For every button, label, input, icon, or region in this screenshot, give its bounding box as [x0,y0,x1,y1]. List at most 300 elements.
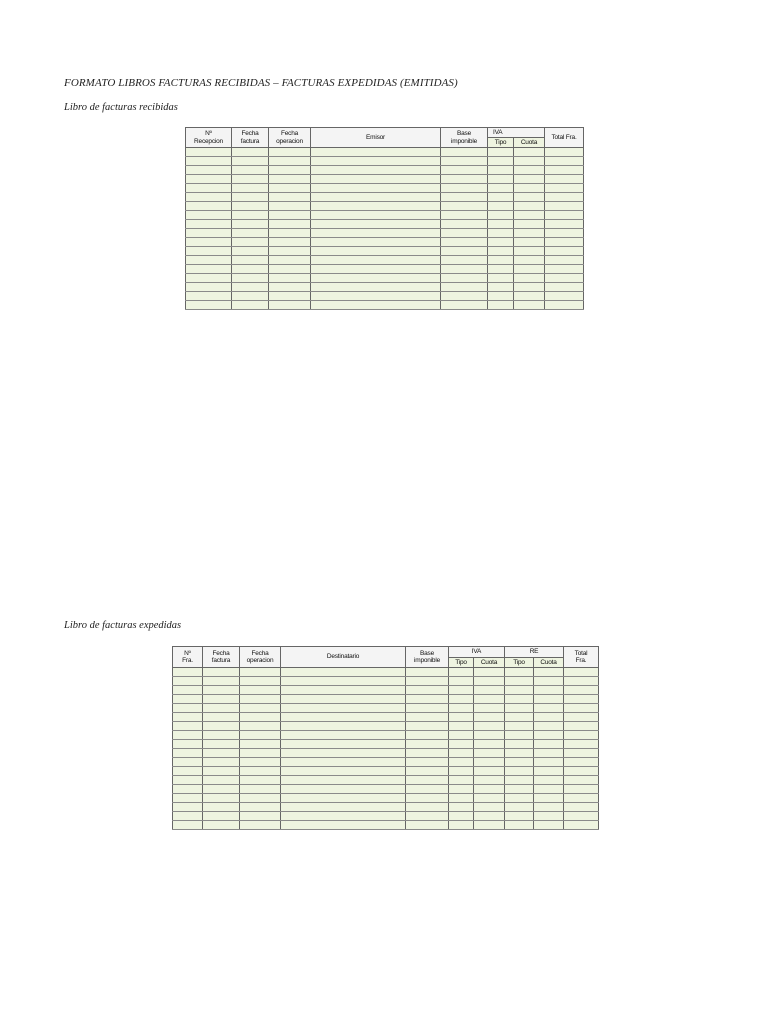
table-cell [534,731,564,740]
header-re-tipo: Tipo [505,658,534,668]
table-cell [406,677,449,686]
table-cell [488,283,514,292]
table-cell [240,677,281,686]
table-row [186,211,584,220]
table-cell [449,821,474,830]
table-cell [232,283,269,292]
document-title: FORMATO LIBROS FACTURAS RECIBIDAS – FACTURAS EXPEDIDAS (EMITIDAS) [64,77,458,89]
table-cell [505,686,534,695]
table-cell [406,731,449,740]
table-cell [449,740,474,749]
table-cell [232,184,269,193]
table-cell [311,193,441,202]
table-cell [441,292,488,301]
table-cell [281,668,406,677]
table-cell [534,803,564,812]
table-cell [186,220,232,229]
table-cell [449,668,474,677]
table-cell [488,256,514,265]
table-cell [534,704,564,713]
table-cell [311,184,441,193]
table-cell [173,713,203,722]
table-cell [564,704,599,713]
table-cell [311,220,441,229]
table-cell [240,812,281,821]
table-cell [203,803,240,812]
table-cell [311,247,441,256]
table-cell [449,704,474,713]
table-cell [173,668,203,677]
table-cell [534,686,564,695]
table-cell [406,668,449,677]
table-cell [269,157,311,166]
table-cell [186,175,232,184]
header-iva-tipo: Tipo [449,658,474,668]
table-row [173,812,599,821]
table-cell [203,749,240,758]
table-row [186,229,584,238]
table-cell [269,193,311,202]
table-cell [406,713,449,722]
table-cell [406,821,449,830]
table-cell [441,274,488,283]
table-cell [203,776,240,785]
table-cell [449,794,474,803]
table-row [186,283,584,292]
table-row [186,157,584,166]
table-cell [232,202,269,211]
table-cell [534,812,564,821]
table-cell [514,292,545,301]
table-cell [505,749,534,758]
table-cell [203,731,240,740]
table-cell [449,812,474,821]
table-cell [545,256,584,265]
table-cell [186,301,232,310]
table-row [173,704,599,713]
table-cell [441,283,488,292]
table-cell [232,238,269,247]
table-row [173,686,599,695]
table-cell [203,695,240,704]
table-cell [186,166,232,175]
table-cell [406,704,449,713]
table-cell [449,803,474,812]
table-cell [232,274,269,283]
table-cell [474,677,505,686]
table-cell [406,722,449,731]
table-cell [311,238,441,247]
table-cell [281,812,406,821]
table-cell [406,749,449,758]
table-cell [564,677,599,686]
table-row [186,265,584,274]
table-cell [406,767,449,776]
table-cell [564,785,599,794]
table-cell [564,758,599,767]
table-row [173,767,599,776]
table-cell [232,292,269,301]
table-cell [488,220,514,229]
table-cell [564,731,599,740]
table-cell [240,785,281,794]
table-cell [173,704,203,713]
table-cell [203,767,240,776]
table-cell [186,157,232,166]
table-cell [545,175,584,184]
table-row [186,220,584,229]
table-cell [564,740,599,749]
table-cell [488,157,514,166]
table-cell [269,184,311,193]
table-cell [173,785,203,794]
table-cell [514,238,545,247]
table-cell [269,148,311,157]
table-cell [281,794,406,803]
table-cell [488,175,514,184]
table-cell [173,677,203,686]
table-cell [240,758,281,767]
table-cell [474,704,505,713]
table-cell [564,776,599,785]
table-cell [505,794,534,803]
header-base-imponible: Base imponible [441,128,488,148]
table-cell [474,758,505,767]
table-row [173,713,599,722]
table-row [186,148,584,157]
table-cell [474,812,505,821]
table-cell [488,238,514,247]
table-cell [281,731,406,740]
table-row [186,175,584,184]
table-cell [488,202,514,211]
table-cell [545,292,584,301]
table-cell [514,301,545,310]
table-cell [474,695,505,704]
table-cell [232,166,269,175]
table-cell [240,794,281,803]
header-re-cuota: Cuota [534,658,564,668]
table-cell [269,265,311,274]
table-cell [311,256,441,265]
table-cell [269,175,311,184]
table-cell [232,256,269,265]
table-cell [488,211,514,220]
table-cell [311,157,441,166]
table-cell [488,301,514,310]
table-cell [534,794,564,803]
table-cell [488,184,514,193]
header-num-recepcion: Nº Recepcion [186,128,232,148]
table-cell [203,668,240,677]
table-cell [311,292,441,301]
table-cell [534,749,564,758]
table-cell [514,265,545,274]
table-cell [173,686,203,695]
table-cell [232,301,269,310]
table-cell [564,695,599,704]
header-fecha-operacion: Fecha operacion [240,647,281,668]
table-cell [505,803,534,812]
table-cell [203,785,240,794]
table-cell [505,713,534,722]
table-cell [488,265,514,274]
table-cell [173,821,203,830]
table-cell [311,202,441,211]
table-cell [564,794,599,803]
table-row [186,256,584,265]
table-cell [545,166,584,175]
table-cell [564,668,599,677]
table-cell [232,265,269,274]
table-cell [441,184,488,193]
table-cell [514,256,545,265]
header-fecha-factura: Fecha factura [232,128,269,148]
table-cell [232,211,269,220]
table-cell [564,812,599,821]
table-row [186,301,584,310]
table-cell [269,229,311,238]
table-cell [545,157,584,166]
header-num-fra: Nº Fra. [173,647,203,668]
table-cell [474,803,505,812]
header-fecha-factura: Fecha factura [203,647,240,668]
table-row [173,821,599,830]
table-cell [488,148,514,157]
table-cell [311,274,441,283]
table-cell [505,767,534,776]
table-row [186,193,584,202]
table-cell [173,767,203,776]
table-cell [173,758,203,767]
table-cell [406,785,449,794]
table-cell [203,812,240,821]
table-cell [505,677,534,686]
table-cell [441,220,488,229]
table-row [186,202,584,211]
table-cell [505,821,534,830]
table-cell [545,274,584,283]
table-cell [505,776,534,785]
table-cell [281,722,406,731]
table-cell [505,758,534,767]
table-cell [173,722,203,731]
table-cell [514,148,545,157]
table-cell [545,238,584,247]
table-cell [269,247,311,256]
table-cell [545,283,584,292]
table-cell [449,785,474,794]
table-cell [514,193,545,202]
table-cell [186,274,232,283]
table-cell [186,229,232,238]
header-emisor: Emisor [311,128,441,148]
table-row [173,776,599,785]
table-row [173,695,599,704]
header-base-imponible: Base imponible [406,647,449,668]
header-total-fra: Total Fra. [564,647,599,668]
table-cell [474,713,505,722]
table-row [186,166,584,175]
header-fecha-operacion: Fecha operacion [269,128,311,148]
table-cell [534,776,564,785]
table-cell [269,220,311,229]
table-cell [173,740,203,749]
table-cell [449,722,474,731]
header-total-fra: Total Fra. [545,128,584,148]
table-cell [186,247,232,256]
table-cell [505,731,534,740]
table-cell [240,776,281,785]
table-cell [514,157,545,166]
table-cell [281,686,406,695]
table-cell [186,256,232,265]
table-cell [474,776,505,785]
table-cell [534,785,564,794]
table-cell [534,740,564,749]
table-cell [240,668,281,677]
table-cell [186,148,232,157]
table-row [186,184,584,193]
table-cell [441,175,488,184]
table-cell [514,247,545,256]
table-cell [269,274,311,283]
table-cell [441,193,488,202]
table-cell [173,731,203,740]
table-cell [406,794,449,803]
table-row [186,274,584,283]
table-row [186,292,584,301]
table-cell [240,749,281,758]
table-cell [441,265,488,274]
table-cell [441,166,488,175]
header-iva-tipo: Tipo [488,138,514,148]
table-cell [240,767,281,776]
table-cell [474,767,505,776]
table-cell [232,229,269,238]
table-cell [311,211,441,220]
table-cell [534,695,564,704]
header-iva: IVA [488,128,545,138]
table-cell [564,821,599,830]
table-cell [514,184,545,193]
table-cell [281,776,406,785]
table-cell [564,767,599,776]
table-cell [281,803,406,812]
table-cell [406,686,449,695]
table-cell [406,758,449,767]
table-cell [203,722,240,731]
table-cell [449,695,474,704]
table-cell [269,256,311,265]
table-cell [406,695,449,704]
table-cell [514,202,545,211]
table-cell [203,677,240,686]
table-cell [281,704,406,713]
table-cell [186,265,232,274]
table-cell [505,812,534,821]
table-cell [545,148,584,157]
table-cell [441,238,488,247]
header-destinatario: Destinatario [281,647,406,668]
table-cell [281,677,406,686]
table-cell [474,686,505,695]
table-cell [514,211,545,220]
table-cell [232,193,269,202]
table-cell [311,148,441,157]
table-cell [488,292,514,301]
table-cell [474,749,505,758]
table-cell [406,803,449,812]
table-cell [545,220,584,229]
header-iva-cuota: Cuota [474,658,505,668]
table-cell [441,301,488,310]
table-cell [441,211,488,220]
table-cell [474,785,505,794]
table-cell [564,722,599,731]
table-cell [186,238,232,247]
table-cell [545,301,584,310]
table-cell [173,803,203,812]
table-cell [240,740,281,749]
table-cell [232,148,269,157]
table-row [173,749,599,758]
table-cell [186,292,232,301]
table-cell [203,713,240,722]
table-cell [488,229,514,238]
table-cell [534,677,564,686]
issued-invoices-table [172,646,599,830]
issued-book-title: Libro de facturas expedidas [64,620,182,631]
table-cell [269,211,311,220]
table-row [173,731,599,740]
table-cell [240,695,281,704]
table-row [173,677,599,686]
received-book-title: Libro de facturas recibidas [64,102,178,113]
table-cell [441,229,488,238]
table-cell [269,301,311,310]
table-cell [564,713,599,722]
table-cell [449,686,474,695]
table-cell [240,704,281,713]
table-cell [240,686,281,695]
table-cell [311,229,441,238]
table-cell [449,731,474,740]
table-cell [564,749,599,758]
table-cell [311,283,441,292]
table-cell [505,740,534,749]
table-row [173,758,599,767]
table-cell [441,256,488,265]
table-cell [269,166,311,175]
table-cell [534,713,564,722]
table-cell [488,247,514,256]
table-cell [545,193,584,202]
table-cell [240,803,281,812]
table-row [173,668,599,677]
table-cell [505,722,534,731]
table-cell [514,229,545,238]
table-cell [186,211,232,220]
table-cell [281,821,406,830]
table-cell [545,247,584,256]
table-row [173,722,599,731]
table-cell [406,812,449,821]
table-cell [449,749,474,758]
header-iva-cuota: Cuota [514,138,545,148]
table-cell [514,274,545,283]
table-cell [269,283,311,292]
